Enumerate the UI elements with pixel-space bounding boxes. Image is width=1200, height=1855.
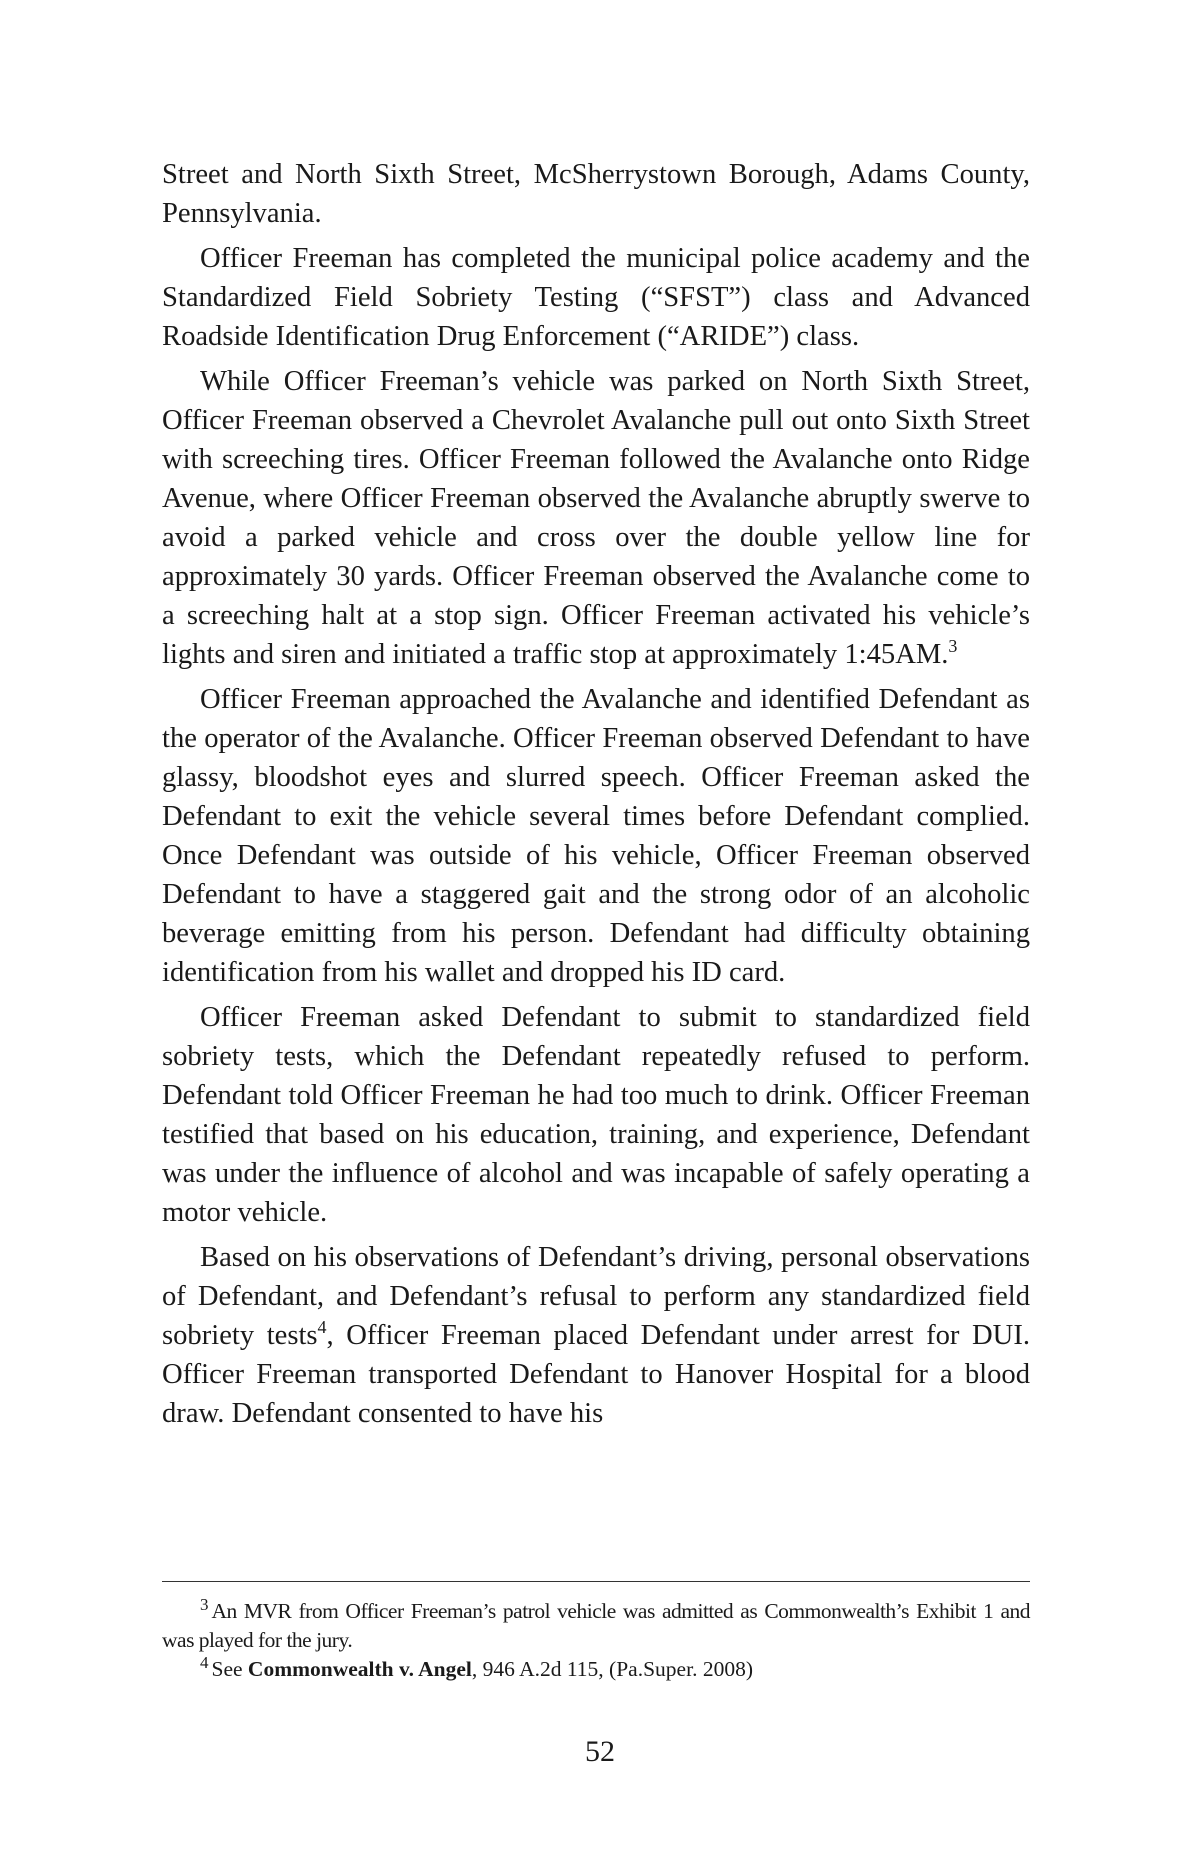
case-name: Commonwealth v. Angel [247, 1657, 472, 1681]
footnote-text: See [211, 1657, 248, 1681]
paragraph-text: , Officer Freeman placed Defendant under arrest for DUI. Officer Freeman transported Defendant to Hanover Hospital for a blood draw. Defendant consented to have his [162, 1320, 1030, 1429]
footnote-separator [162, 1581, 1030, 1582]
paragraph-text: Based on his observations of Defendant’s driving, personal observations of Defendant, and Defendant’s refusal to perform any standardized field sobriety tests [162, 1242, 1030, 1351]
footnotes [162, 1597, 1030, 1684]
paragraph-sobriety-tests: Officer Freeman asked Defendant to submit to standardized field sobriety tests, which the Defendant repeatedly refused to perform. Defendant told Officer Freeman he had too much to drink. Officer Freeman testified that based on his education, training, and experience, Defendant was under the influence of alcohol and was incapable of safely operating a motor vehicle. [162, 1002, 1030, 1228]
footnote-text: An MVR from Officer Freeman’s patrol vehicle was admitted as Commonwealth’s Exhibit 1 and was played for the jury. [162, 1599, 1030, 1652]
footnote-3 [162, 1597, 1030, 1655]
citation: , 946 A.2d 115, (Pa.Super. 2008) [471, 1657, 753, 1681]
footnote-marker: 4 [200, 1653, 209, 1672]
footnote-4 [162, 1655, 1030, 1684]
body-text [162, 155, 1030, 1439]
footnote-marker: 3 [200, 1595, 209, 1614]
paragraph-traffic-stop: Officer Freeman approached the Avalanche and identified Defendant as the operator of the Avalanche. Officer Freeman observed Defendant to have glassy, bloodshot eyes and slurred speech. Officer Freeman asked the Defendant to exit the vehicle several times before Defendant complied. Once Defendant was outside of his vehicle, Officer Freeman observed Defendant to have a staggered gait and the strong odor of an alcoholic beverage emitting from his person. Defendant had difficulty obtaining identification from his wallet and dropped his ID card. [162, 684, 1030, 988]
footnote-reference-3: 3 [948, 636, 958, 656]
paragraph-arrest [162, 1238, 1030, 1433]
paragraph-observed-driving [162, 362, 1030, 674]
paragraph-officer-training: Officer Freeman has completed the municipal police academy and the Standardized Field Sobriety Testing (“SFST”) class and Advanced Roadside Identification Drug Enforcement (“ARIDE”) class. [162, 243, 1030, 352]
paragraph-text: While Officer Freeman’s vehicle was parked on North Sixth Street, Officer Freeman observed a Chevrolet Avalanche pull out onto Sixth Street with screeching tires. Officer Freeman followed the Avalanche onto Ridge Avenue, where Officer Freeman observed the Avalanche abruptly swerve to avoid a parked vehicle and cross over the double yellow line for approximately 30 yards. Officer Freeman observed the Avalanche come to a screeching halt at a stop sign. Officer Freeman activated his vehicle’s lights and siren and initiated a traffic stop at approximately 1:45AM. [162, 366, 1030, 670]
page-number: 52 [585, 1735, 615, 1768]
paragraph-continued: Street and North Sixth Street, McSherrystown Borough, Adams County, Pennsylvania. [162, 159, 1030, 229]
footnote-reference-4: 4 [317, 1317, 327, 1337]
